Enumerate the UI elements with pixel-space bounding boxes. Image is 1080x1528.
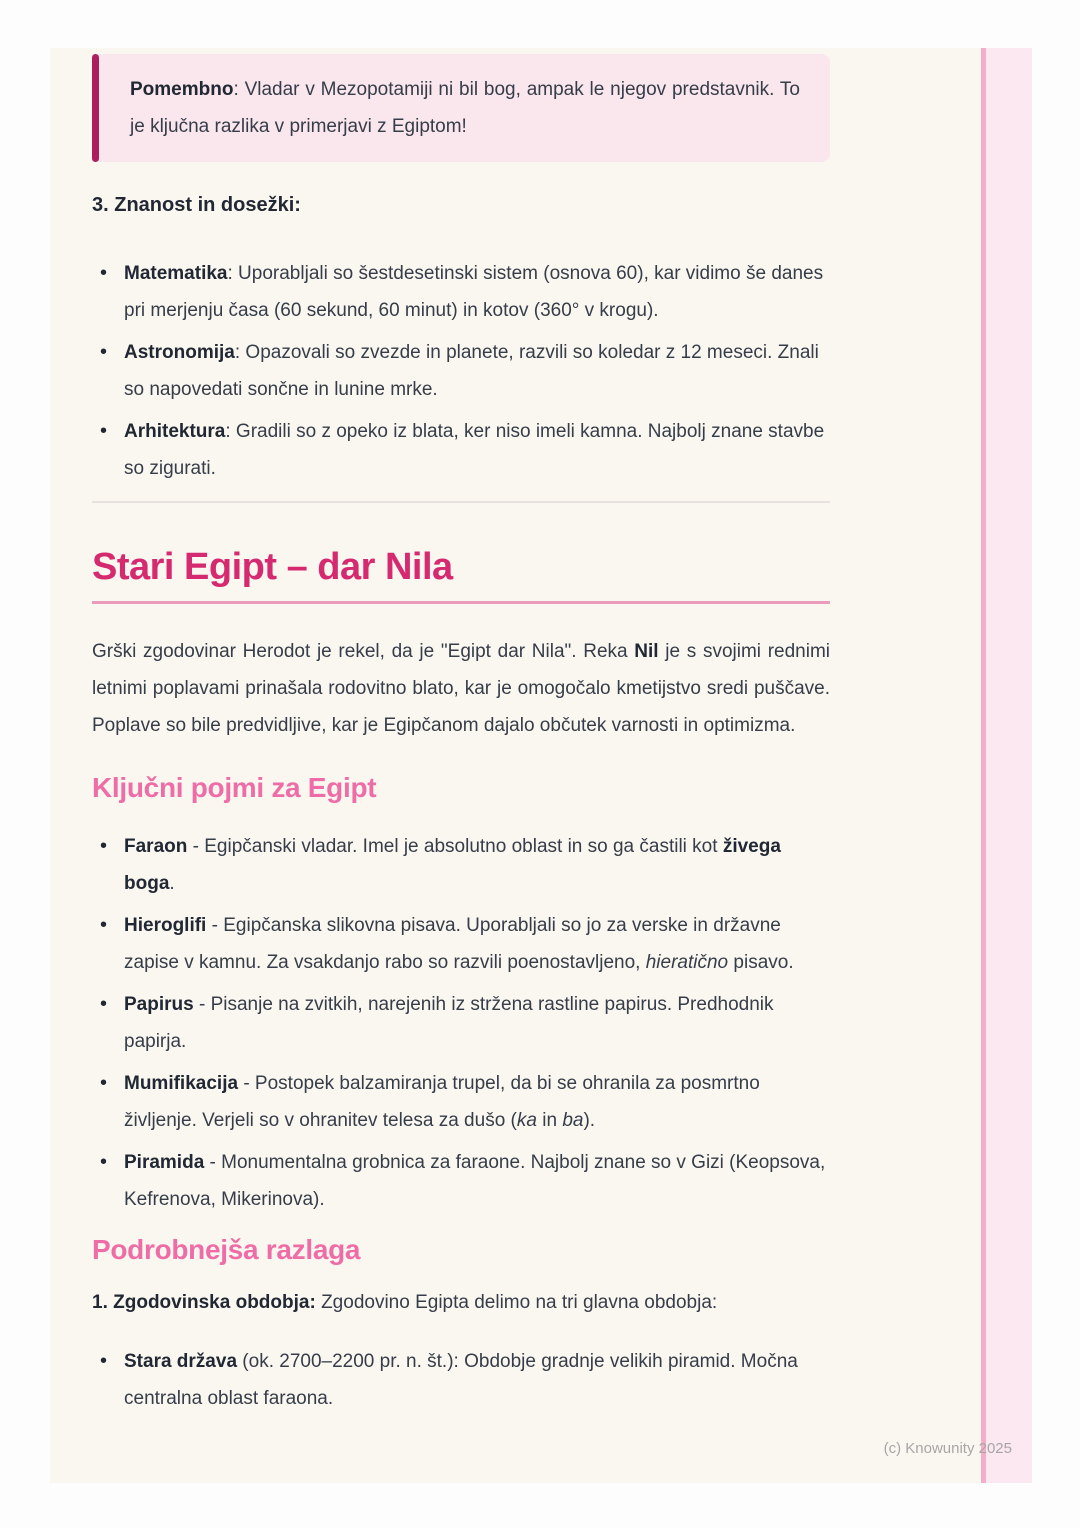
science-list — [92, 255, 830, 487]
watermark: (c) Knowunity 2025 — [883, 1440, 1012, 1457]
list-item-papirus: • Papirus - Pisanje na zvitkih, narejenih iz stržena rastline papirus. Predhodnik papirja. — [124, 986, 830, 1060]
list-item-astronomija: • Astronomija: Opazovali so zvezde in planete, razvili so koledar z 12 meseci. Znali so napovedati sončne in lunine mrke. — [124, 334, 830, 408]
list-item-faraon: • Faraon - Egipčanski vladar. Imel je absolutno oblast in so ga častili kot živega boga. — [124, 828, 830, 902]
callout-accent-bar — [92, 54, 99, 162]
details-list — [92, 1343, 830, 1417]
science-section-heading: 3. Znanost in dosežki: — [92, 194, 301, 216]
decorative-right-stripe — [981, 48, 1032, 1483]
details-intro: 1. Zgodovinska obdobja: Zgodovino Egipta delimo na tri glavna obdobja: — [92, 1292, 718, 1313]
important-callout — [92, 54, 830, 162]
list-item-matematika: • Matematika: Uporabljali so šestdesetinski sistem (osnova 60), kar vidimo še danes pri merjenju časa (60 sekund, 60 minut) in kotov (360° v krogu). — [124, 255, 830, 329]
list-item-piramida: • Piramida - Monumentalna grobnica za faraone. Najbolj znane so v Gizi (Keopsova, Kefrenova, Mikerinova). — [124, 1144, 830, 1218]
title-underline — [92, 601, 830, 604]
page-content — [92, 48, 830, 1422]
document-page — [50, 48, 1032, 1483]
section-divider — [92, 501, 830, 503]
egypt-title: Stari Egipt – dar Nila — [92, 546, 453, 588]
key-terms-heading: Ključni pojmi za Egipt — [92, 772, 377, 803]
list-item-arhitektura: • Arhitektura: Gradili so z opeko iz blata, ker niso imeli kamna. Najbolj znane stavbe so zigurati. — [124, 413, 830, 487]
list-item-mumifikacija: • Mumifikacija - Postopek balzamiranja trupel, da bi se ohranila za posmrtno življenje. Verjeli so v ohranitev telesa za dušo (ka in ba). — [124, 1065, 830, 1139]
list-item-hieroglifi: • Hieroglifi - Egipčanska slikovna pisava. Uporabljali so jo za verske in državne zapise v kamnu. Za vsakdanjo rabo so razvili poenostavljeno, hieratično pisavo. — [124, 907, 830, 981]
egypt-intro-paragraph: Grški zgodovinar Herodot je rekel, da je "Egipt dar Nila". Reka Nil je s svojimi rednimi letnimi poplavami prinašala rodovitno blato, kar je omogočalo kmetijstvo sredi puščave. Poplave so bile predvidljive, kar je Egipčanom dajalo občutek varnosti in optimizma. — [92, 641, 830, 736]
list-item-stara-drzava: • Stara država (ok. 2700–2200 pr. n. št.): Obdobje gradnje velikih piramid. Močna centralna oblast faraona. — [124, 1343, 830, 1417]
details-heading: Podrobnejša razlaga — [92, 1234, 361, 1265]
callout-text: Pomembno: Vladar v Mezopotamiji ni bil bog, ampak le njegov predstavnik. To je ključna razlika v primerjavi z Egiptom! — [130, 79, 800, 137]
key-terms-list — [92, 828, 830, 1218]
